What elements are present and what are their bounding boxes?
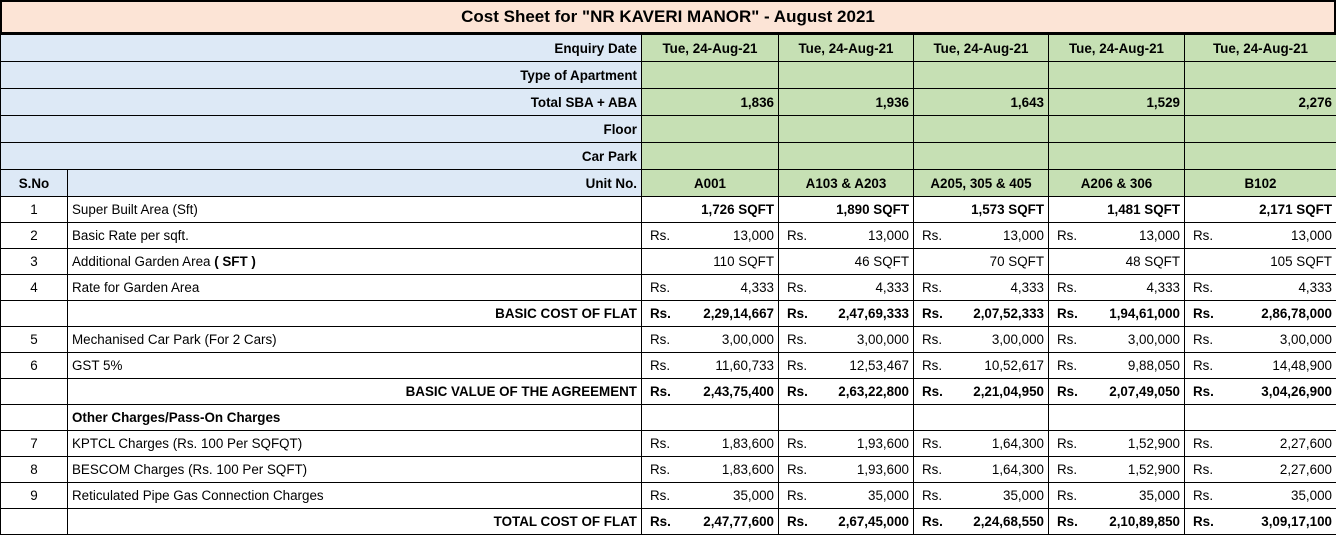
header-value: 1,529 [1049,89,1185,116]
amount-value: 1,94,61,000 [1090,301,1185,327]
amount-value: 2,63,22,800 [820,379,914,405]
area-value: 46 SQFT [779,249,914,275]
amount-value: 4,333 [820,275,914,301]
amount-value: 2,21,04,950 [955,379,1049,405]
header-value: Tue, 24-Aug-21 [779,35,914,62]
row-label: GST 5% [68,353,642,379]
amount-value: 35,000 [1090,483,1185,509]
header-value [1185,143,1336,170]
row-label: Reticulated Pipe Gas Connection Charges [68,483,642,509]
row-label-text: Additional Garden Area [72,254,215,269]
currency-label: Rs. [779,327,820,353]
table-row [1,327,1336,353]
currency-label: Rs. [914,431,955,457]
table-row [1,457,1336,483]
amount-value: 1,52,900 [1090,431,1185,457]
empty-cell [1049,405,1185,431]
currency-label: Rs. [642,353,683,379]
header-value: 1,936 [779,89,914,116]
area-value: 1,481 SQFT [1049,197,1185,223]
amount-value: 10,52,617 [955,353,1049,379]
area-value: 110 SQFT [642,249,779,275]
row-sno [1,405,68,431]
currency-label: Rs. [914,327,955,353]
currency-label: Rs. [1185,431,1226,457]
currency-label: Rs. [642,509,683,535]
header-label: Car Park [1,143,642,170]
header-label: Type of Apartment [1,62,642,89]
amount-value: 2,27,600 [1226,431,1336,457]
row-label-unit: ( SFT ) [214,254,256,269]
header-value [1185,116,1336,143]
area-value: 1,573 SQFT [914,197,1049,223]
header-row [1,143,1336,170]
currency-label: Rs. [1185,223,1226,249]
unit-name: B102 [1185,170,1336,197]
row-label: Super Built Area (Sft) [68,197,642,223]
currency-label: Rs. [1049,457,1090,483]
header-row [1,35,1336,62]
row-label: TOTAL COST OF FLAT [68,509,642,535]
amount-value: 2,86,78,000 [1226,301,1336,327]
amount-value: 13,000 [1090,223,1185,249]
currency-label: Rs. [1049,353,1090,379]
currency-label: Rs. [779,275,820,301]
currency-label: Rs. [914,275,955,301]
currency-label: Rs. [1185,353,1226,379]
unit-no-label: Unit No. [68,170,642,197]
currency-label: Rs. [642,327,683,353]
row-label: BASIC VALUE OF THE AGREEMENT [68,379,642,405]
empty-cell [779,405,914,431]
currency-label: Rs. [1049,275,1090,301]
header-value [914,116,1049,143]
currency-label: Rs. [779,353,820,379]
currency-label: Rs. [1049,509,1090,535]
row-sno [1,379,68,405]
amount-value: 35,000 [820,483,914,509]
header-value [1049,116,1185,143]
currency-label: Rs. [1049,223,1090,249]
currency-label: Rs. [642,457,683,483]
area-value: 70 SQFT [914,249,1049,275]
cost-table [0,34,1336,535]
amount-value: 2,67,45,000 [820,509,914,535]
amount-value: 13,000 [1226,223,1336,249]
amount-value: 2,10,89,850 [1090,509,1185,535]
amount-value: 13,000 [955,223,1049,249]
amount-value: 2,24,68,550 [955,509,1049,535]
header-value: 1,836 [642,89,779,116]
row-sno: 8 [1,457,68,483]
header-value [642,62,779,89]
unit-name: A103 & A203 [779,170,914,197]
amount-value: 2,43,75,400 [683,379,779,405]
currency-label: Rs. [914,353,955,379]
header-value [779,143,914,170]
amount-value: 14,48,900 [1226,353,1336,379]
row-sno: 1 [1,197,68,223]
row-label [68,249,642,275]
amount-value: 4,333 [683,275,779,301]
unit-name: A205, 305 & 405 [914,170,1049,197]
header-value [642,116,779,143]
currency-label: Rs. [779,301,820,327]
row-label: BESCOM Charges (Rs. 100 Per SQFT) [68,457,642,483]
amount-value: 3,00,000 [683,327,779,353]
row-label: BASIC COST OF FLAT [68,301,642,327]
table-row [1,431,1336,457]
amount-value: 4,333 [955,275,1049,301]
header-value: Tue, 24-Aug-21 [1049,35,1185,62]
amount-value: 1,52,900 [1090,457,1185,483]
row-sno [1,509,68,535]
row-sno: 4 [1,275,68,301]
currency-label: Rs. [642,431,683,457]
currency-label: Rs. [1185,509,1226,535]
amount-value: 4,333 [1226,275,1336,301]
currency-label: Rs. [779,379,820,405]
row-sno: 6 [1,353,68,379]
currency-label: Rs. [914,223,955,249]
header-value [779,62,914,89]
header-value: 1,643 [914,89,1049,116]
amount-value: 3,00,000 [820,327,914,353]
currency-label: Rs. [1049,327,1090,353]
table-row [1,405,1336,431]
amount-value: 3,00,000 [955,327,1049,353]
amount-value: 2,27,600 [1226,457,1336,483]
amount-value: 1,93,600 [820,457,914,483]
amount-value: 13,000 [820,223,914,249]
amount-value: 2,29,14,667 [683,301,779,327]
row-sno: 2 [1,223,68,249]
amount-value: 35,000 [1226,483,1336,509]
currency-label: Rs. [1049,379,1090,405]
sno-header: S.No [1,170,68,197]
amount-value: 4,333 [1090,275,1185,301]
unit-name: A001 [642,170,779,197]
row-label: Rate for Garden Area [68,275,642,301]
header-value: Tue, 24-Aug-21 [914,35,1049,62]
header-label: Enquiry Date [1,35,642,62]
header-label: Total SBA + ABA [1,89,642,116]
amount-value: 3,00,000 [1226,327,1336,353]
amount-value: 3,04,26,900 [1226,379,1336,405]
header-value: 2,276 [1185,89,1336,116]
header-value [1049,143,1185,170]
currency-label: Rs. [779,483,820,509]
empty-cell [914,405,1049,431]
table-row [1,379,1336,405]
amount-value: 2,47,69,333 [820,301,914,327]
table-row [1,301,1336,327]
currency-label: Rs. [1049,483,1090,509]
table-row [1,249,1336,275]
empty-cell [642,405,779,431]
header-row [1,62,1336,89]
area-value: 48 SQFT [1049,249,1185,275]
table-row [1,197,1336,223]
header-value [1049,62,1185,89]
unit-name: A206 & 306 [1049,170,1185,197]
amount-value: 35,000 [683,483,779,509]
row-label: KPTCL Charges (Rs. 100 Per SQFQT) [68,431,642,457]
currency-label: Rs. [1049,301,1090,327]
currency-label: Rs. [779,223,820,249]
amount-value: 2,07,52,333 [955,301,1049,327]
currency-label: Rs. [642,379,683,405]
amount-value: 9,88,050 [1090,353,1185,379]
currency-label: Rs. [1185,327,1226,353]
table-row [1,353,1336,379]
currency-label: Rs. [914,301,955,327]
currency-label: Rs. [642,223,683,249]
amount-value: 13,000 [683,223,779,249]
amount-value: 1,93,600 [820,431,914,457]
table-row [1,483,1336,509]
header-value [1185,62,1336,89]
currency-label: Rs. [914,509,955,535]
header-label: Floor [1,116,642,143]
amount-value: 3,00,000 [1090,327,1185,353]
currency-label: Rs. [779,457,820,483]
currency-label: Rs. [914,483,955,509]
header-value [642,143,779,170]
row-label: Other Charges/Pass-On Charges [68,405,642,431]
amount-value: 1,64,300 [955,457,1049,483]
row-sno: 5 [1,327,68,353]
amount-value: 2,47,77,600 [683,509,779,535]
table-row [1,223,1336,249]
row-sno: 3 [1,249,68,275]
amount-value: 12,53,467 [820,353,914,379]
currency-label: Rs. [1185,301,1226,327]
row-sno: 7 [1,431,68,457]
header-value [914,62,1049,89]
row-label: Basic Rate per sqft. [68,223,642,249]
row-sno [1,301,68,327]
area-value: 1,890 SQFT [779,197,914,223]
empty-cell [1185,405,1336,431]
sheet-title: Cost Sheet for "NR KAVERI MANOR" - August 2021 [0,0,1336,34]
currency-label: Rs. [1185,379,1226,405]
currency-label: Rs. [779,509,820,535]
area-value: 2,171 SQFT [1185,197,1336,223]
header-value [914,143,1049,170]
header-value: Tue, 24-Aug-21 [1185,35,1336,62]
amount-value: 1,83,600 [683,457,779,483]
currency-label: Rs. [642,301,683,327]
currency-label: Rs. [914,379,955,405]
currency-label: Rs. [642,275,683,301]
unit-header-row [1,170,1336,197]
table-row [1,275,1336,301]
header-value [779,116,914,143]
row-label: Mechanised Car Park (For 2 Cars) [68,327,642,353]
header-value: Tue, 24-Aug-21 [642,35,779,62]
header-row [1,116,1336,143]
area-value: 1,726 SQFT [642,197,779,223]
amount-value: 35,000 [955,483,1049,509]
currency-label: Rs. [914,457,955,483]
currency-label: Rs. [1049,431,1090,457]
amount-value: 2,07,49,050 [1090,379,1185,405]
amount-value: 11,60,733 [683,353,779,379]
amount-value: 3,09,17,100 [1226,509,1336,535]
amount-value: 1,64,300 [955,431,1049,457]
row-sno: 9 [1,483,68,509]
currency-label: Rs. [779,431,820,457]
currency-label: Rs. [1185,275,1226,301]
table-row [1,509,1336,535]
area-value: 105 SQFT [1185,249,1336,275]
currency-label: Rs. [1185,457,1226,483]
currency-label: Rs. [1185,483,1226,509]
header-row [1,89,1336,116]
currency-label: Rs. [642,483,683,509]
amount-value: 1,83,600 [683,431,779,457]
